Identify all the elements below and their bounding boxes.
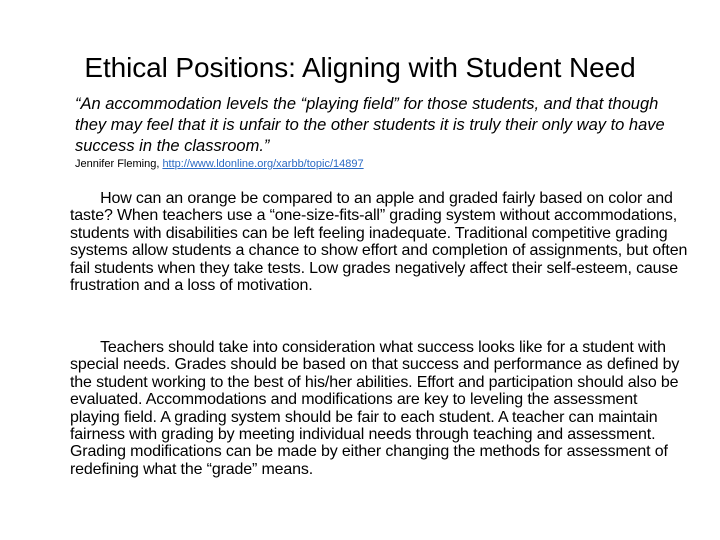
citation-link[interactable]: http://www.ldonline.org/xarbb/topic/14897	[162, 158, 364, 170]
quote-text: “An accommodation levels the “playing field” for those students, and that though they may feel that it is unfair to the other students it is truly their only way to have success in the classroom.”	[75, 95, 665, 155]
citation	[75, 157, 675, 171]
body-paragraph-2: Teachers should take into consideration what success looks like for a student with special needs. Grades should be based on that success and performance as defined by the student working to the best of his/her abilities. Effort and participation should also be evaluated. Accommodations and modifications are key to leveling the assessment playing field. A grading system should be fair to each student. A teacher can maintain fairness with grading by meeting individual needs through teaching and assessment. Grading modifications can be made by either changing the methods for assessment of redefining what the “grade” means.	[70, 339, 680, 478]
body-paragraph-1: How can an orange be compared to an apple and graded fairly based on color and taste? When teachers use a “one-size-fits-all” grading system without accommodations, students with disabilities can be left feeling inadequate. Traditional competitive grading systems allow students a chance to show effort and completion of assignments, but often fail students when they take tests. Low grades negatively affect their self-esteem, cause frustration and a loss of motivation.	[70, 190, 688, 295]
citation-author: Jennifer Fleming,	[75, 158, 163, 170]
slide-title: Ethical Positions: Aligning with Student Need	[84, 52, 636, 83]
